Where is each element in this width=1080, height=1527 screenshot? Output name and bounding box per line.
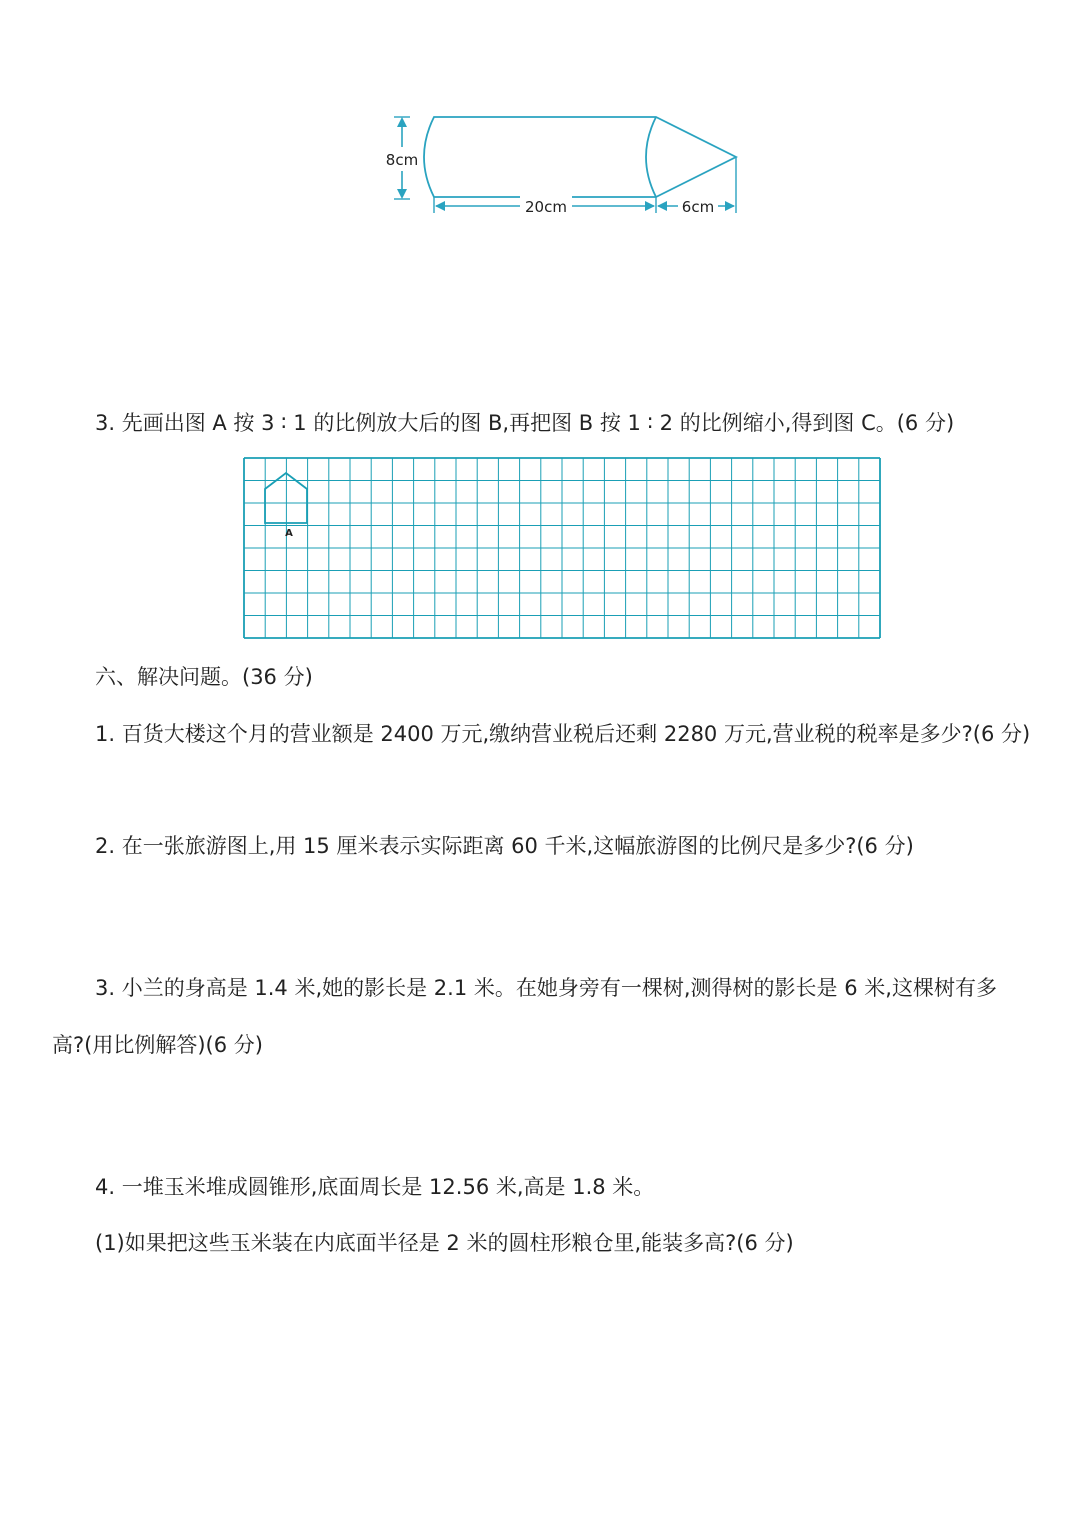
grid-lines bbox=[244, 458, 880, 638]
problem-4-part-1: (1)如果把这些玉米装在内底面半径是 2 米的圆柱形粮仓里,能装多高?(6 分) bbox=[95, 1231, 794, 1255]
question-5-3: 3. 先画出图 A 按 3 ∶ 1 的比例放大后的图 B,再把图 B 按 1 ∶ 2 的比例缩小,得到图 C。(6 分) bbox=[95, 411, 955, 435]
pencil-body-outline bbox=[424, 117, 736, 197]
pencil-figure bbox=[380, 105, 750, 225]
section-6-heading: 六、解决问题。(36 分) bbox=[95, 665, 313, 689]
problem-4: 4. 一堆玉米堆成圆锥形,底面周长是 12.56 米,高是 1.8 米。 bbox=[95, 1175, 655, 1199]
body-length-label: 20cm bbox=[525, 198, 567, 216]
problem-3-line-1: 3. 小兰的身高是 1.4 米,她的影长是 2.1 米。在她身旁有一棵树,测得树的影长是 6 米,这棵树有多 bbox=[95, 976, 997, 1000]
tip-length-label: 6cm bbox=[681, 198, 715, 216]
problem-3-line-2: 高?(用比例解答)(6 分) bbox=[52, 1033, 263, 1057]
problem-2: 2. 在一张旅游图上,用 15 厘米表示实际距离 60 千米,这幅旅游图的比例尺是多少?(6 分) bbox=[95, 834, 914, 858]
shape-a-label: A bbox=[285, 528, 293, 539]
problem-1: 1. 百货大楼这个月的营业额是 2400 万元,缴纳营业税后还剩 2280 万元,营业税的税率是多少?(6 分) bbox=[95, 722, 1031, 746]
height-label: 8cm bbox=[385, 151, 419, 169]
pencil-tip-arc bbox=[646, 117, 656, 197]
drawing-grid bbox=[242, 456, 882, 640]
